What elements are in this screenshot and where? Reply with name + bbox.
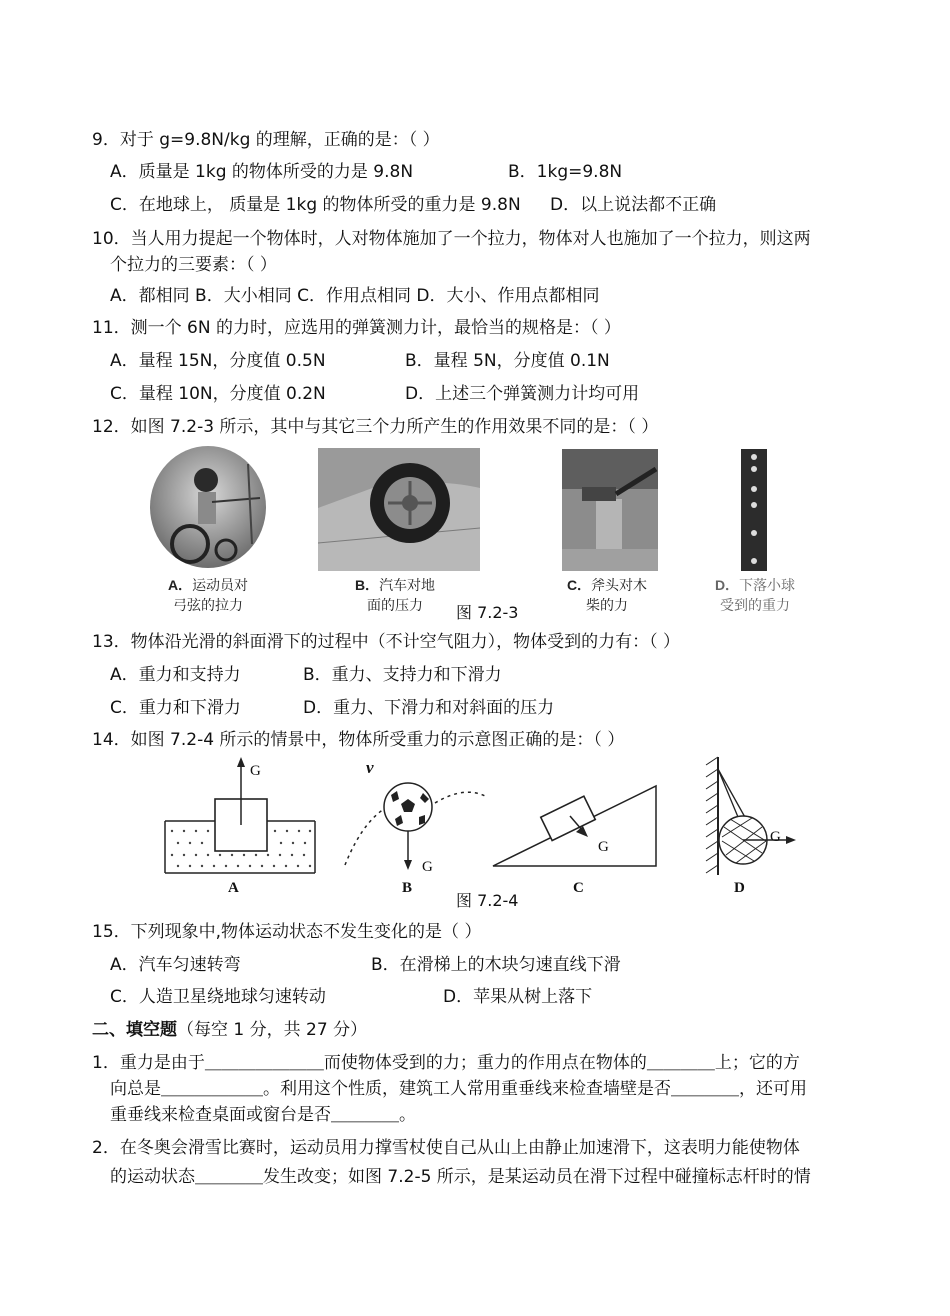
v-label: v <box>366 758 374 777</box>
fig-7-2-3-caption: 图 7.2-3 <box>456 603 519 622</box>
q13-stem: 13．物体沿光滑的斜面滑下的过程中（不计空气阻力），物体受到的力有：（ ） <box>92 632 681 652</box>
q11-option-b: B．量程 5N，分度值 0.1N <box>405 351 610 371</box>
diagram-d-label: D <box>734 880 745 896</box>
q11-stem: 11．测一个 6N 的力时，应选用的弹簧测力计，最恰当的规格是：（ ） <box>92 318 621 338</box>
fig-c-line1: 斧头对木 <box>591 578 648 594</box>
fig-a-letter: A． <box>167 577 193 593</box>
fill1-line3: 重垂线来检查桌面或窗台是否＿＿＿＿。 <box>110 1105 416 1125</box>
diagram-a-label: A <box>228 880 239 896</box>
fig-b-line2: 面的压力 <box>367 598 423 614</box>
g-label-a: G <box>250 763 261 779</box>
fig-c-caption <box>552 575 662 616</box>
archer-photo <box>148 444 268 570</box>
diagram-c-label: C <box>573 880 584 896</box>
q10-stem-line2: 个拉力的三要素：（ ） <box>110 255 277 275</box>
q15-option-a: A．汽车匀速转弯 <box>110 955 241 975</box>
q15-option-c: C．人造卫星绕地球匀速转动 <box>110 987 326 1007</box>
axe-log-photo <box>562 449 658 571</box>
fig-d-line2: 受到的重力 <box>720 598 790 614</box>
q13-option-b: B．重力、支持力和下滑力 <box>303 665 502 685</box>
fill2-line2: 的运动状态＿＿＿＿发生改变；如图 7.2-5 所示，是某运动员在滑下过程中碰撞标志杆时的情 <box>110 1167 811 1187</box>
q12-stem: 12．如图 7.2-3 所示，其中与其它三个力所产生的作用效果不同的是：（ ） <box>92 417 659 437</box>
g-label-b: G <box>422 859 433 875</box>
falling-ball-photo <box>741 449 767 571</box>
g-label-d: G <box>770 829 781 845</box>
hanging-ball-diagram <box>700 755 800 880</box>
q10-options: A．都相同 B．大小相同 C．作用点相同 D．大小、作用点都相同 <box>110 286 600 306</box>
q15-option-b: B．在滑梯上的木块匀速直线下滑 <box>371 955 621 975</box>
fig-d-letter: D． <box>714 577 740 593</box>
fig-b-line1: 汽车对地 <box>379 578 436 594</box>
fill2-line1: 2．在冬奥会滑雪比赛时，运动员用力撑雪杖使自己从山上由静止加速滑下，这表明力能使物体 <box>92 1138 800 1158</box>
q9-option-b: B．1kg=9.8N <box>508 162 623 182</box>
q11-option-c: C．量程 10N，分度值 0.2N <box>110 384 326 404</box>
q9-option-a: A．质量是 1kg 的物体所受的力是 9.8N <box>110 162 414 182</box>
block-in-water-diagram <box>160 755 320 880</box>
fill1-line2: 向总是＿＿＿＿＿＿。利用这个性质，建筑工人常用重垂线来检查墙壁是否＿＿＿＿，还可用 <box>110 1079 807 1099</box>
fig-a-caption <box>148 575 268 616</box>
car-tire-photo <box>318 448 480 571</box>
section2-heading <box>92 1019 367 1041</box>
q15-option-d: D．苹果从树上落下 <box>443 987 593 1007</box>
q9-stem: 9．对于 g=9.8N/kg 的理解，正确的是：（ ） <box>92 130 440 150</box>
section2-title: 二、填空题 <box>92 1020 177 1040</box>
fill1-line1: 1．重力是由于＿＿＿＿＿＿＿而使物体受到的力；重力的作用点在物体的＿＿＿＿上；它的方 <box>92 1053 800 1073</box>
q15-stem: 15．下列现象中,物体运动状态不发生变化的是（ ） <box>92 922 482 942</box>
fig-c-line2: 柴的力 <box>586 598 628 614</box>
q9-option-c: C．在地球上， 质量是 1kg 的物体所受的重力是 9.8N <box>110 195 521 215</box>
q9-option-d: D．以上说法都不正确 <box>550 195 717 215</box>
fig-7-2-4-caption: 图 7.2-4 <box>456 891 519 910</box>
fig-c-letter: C． <box>566 577 592 593</box>
q13-option-a: A．重力和支持力 <box>110 665 241 685</box>
q10-stem-line1: 10．当人用力提起一个物体时，人对物体施加了一个拉力，物体对人也施加了一个拉力，则这两 <box>92 229 811 249</box>
fig-b-letter: B． <box>354 577 380 593</box>
diagram-b-label: B <box>402 880 413 896</box>
q11-option-a: A．量程 15N，分度值 0.5N <box>110 351 326 371</box>
q13-option-d: D．重力、下滑力和对斜面的压力 <box>303 698 555 718</box>
fig-a-line2: 弓弦的拉力 <box>173 598 243 614</box>
fig-a-line1: 运动员对 <box>192 578 249 594</box>
incline-block-diagram <box>490 780 660 870</box>
fig-d-caption <box>700 575 810 616</box>
section2-note: （每空 1 分，共 27 分） <box>177 1020 368 1040</box>
q14-stem: 14．如图 7.2-4 所示的情景中，物体所受重力的示意图正确的是：（ ） <box>92 730 625 750</box>
soccer-ball-diagram <box>335 755 495 880</box>
q11-option-d: D．上述三个弹簧测力计均可用 <box>405 384 640 404</box>
fig-b-caption <box>330 575 460 616</box>
fig-d-line1: 下落小球 <box>739 578 796 594</box>
g-label-c: G <box>598 839 609 855</box>
q13-option-c: C．重力和下滑力 <box>110 698 241 718</box>
